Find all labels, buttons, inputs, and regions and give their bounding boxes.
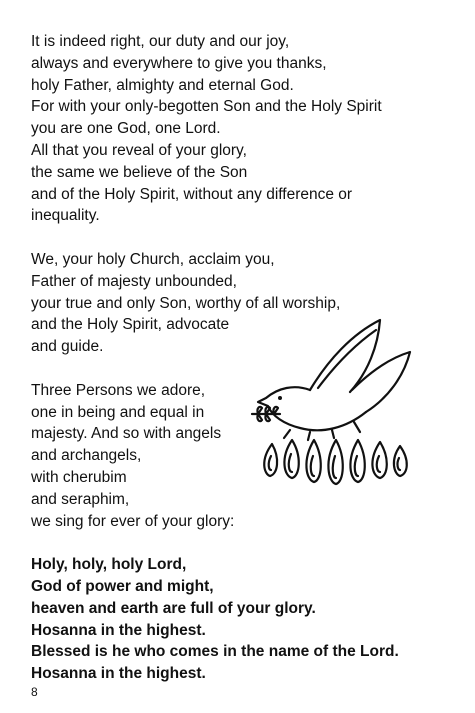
- text-line: and archangels,: [31, 447, 142, 465]
- text-line: and seraphim,: [31, 490, 130, 508]
- dove-wing: [318, 330, 376, 388]
- text-line: always and everywhere to give you thanks,: [31, 54, 327, 72]
- text-line: Three Persons we adore,: [31, 381, 206, 399]
- stanza-1: [31, 31, 451, 227]
- sanctus-line: Blessed is he who comes in the name of the Lord.: [31, 643, 399, 661]
- stanza-gap: [31, 227, 451, 249]
- text-line: one in being and equal in: [31, 403, 205, 421]
- text-line: It is indeed right, our duty and our joy,: [31, 33, 290, 50]
- text-line: we sing for ever of your glory:: [31, 512, 235, 530]
- page-number: 8: [31, 685, 38, 699]
- dove-wing: [352, 352, 410, 412]
- text-line: your true and only Son, worthy of all worship,: [31, 294, 341, 312]
- sanctus-stanza: [31, 554, 451, 685]
- text-line: inequality.: [31, 207, 100, 225]
- text-line: All that you reveal of your glory,: [31, 141, 247, 159]
- text-line: We, your holy Church, acclaim you,: [31, 250, 275, 268]
- dove-ray: [332, 430, 334, 438]
- text-line: Father of majesty unbounded,: [31, 272, 237, 290]
- text-line: the same we believe of the Son: [31, 163, 248, 181]
- sanctus-line: God of power and might,: [31, 577, 214, 595]
- dove-eye: [278, 396, 282, 400]
- text-line: with cherubim: [31, 468, 127, 486]
- text-line: and guide.: [31, 338, 104, 356]
- sanctus-line: heaven and earth are full of your glory.: [31, 599, 316, 617]
- text-line: holy Father, almighty and eternal God.: [31, 76, 294, 94]
- sanctus-line: Hosanna in the highest.: [31, 665, 206, 683]
- stanza-gap: [31, 532, 451, 554]
- dove-ray: [284, 430, 290, 438]
- dove-ray: [354, 422, 360, 432]
- text-line: majesty. And so with angels: [31, 425, 222, 443]
- text-line: and of the Holy Spirit, without any difference or: [31, 185, 353, 203]
- text-line: you are one God, one Lord.: [31, 120, 221, 138]
- flames: [264, 440, 407, 484]
- text-line: For with your only-begotten Son and the Holy Spirit: [31, 98, 382, 116]
- text-line: and the Holy Spirit, advocate: [31, 316, 230, 334]
- dove-with-olive-branch-icon: [250, 312, 420, 502]
- sanctus-line: Hosanna in the highest.: [31, 621, 206, 639]
- dove-ray: [308, 432, 310, 440]
- sanctus-line: Holy, holy, holy Lord,: [31, 556, 187, 574]
